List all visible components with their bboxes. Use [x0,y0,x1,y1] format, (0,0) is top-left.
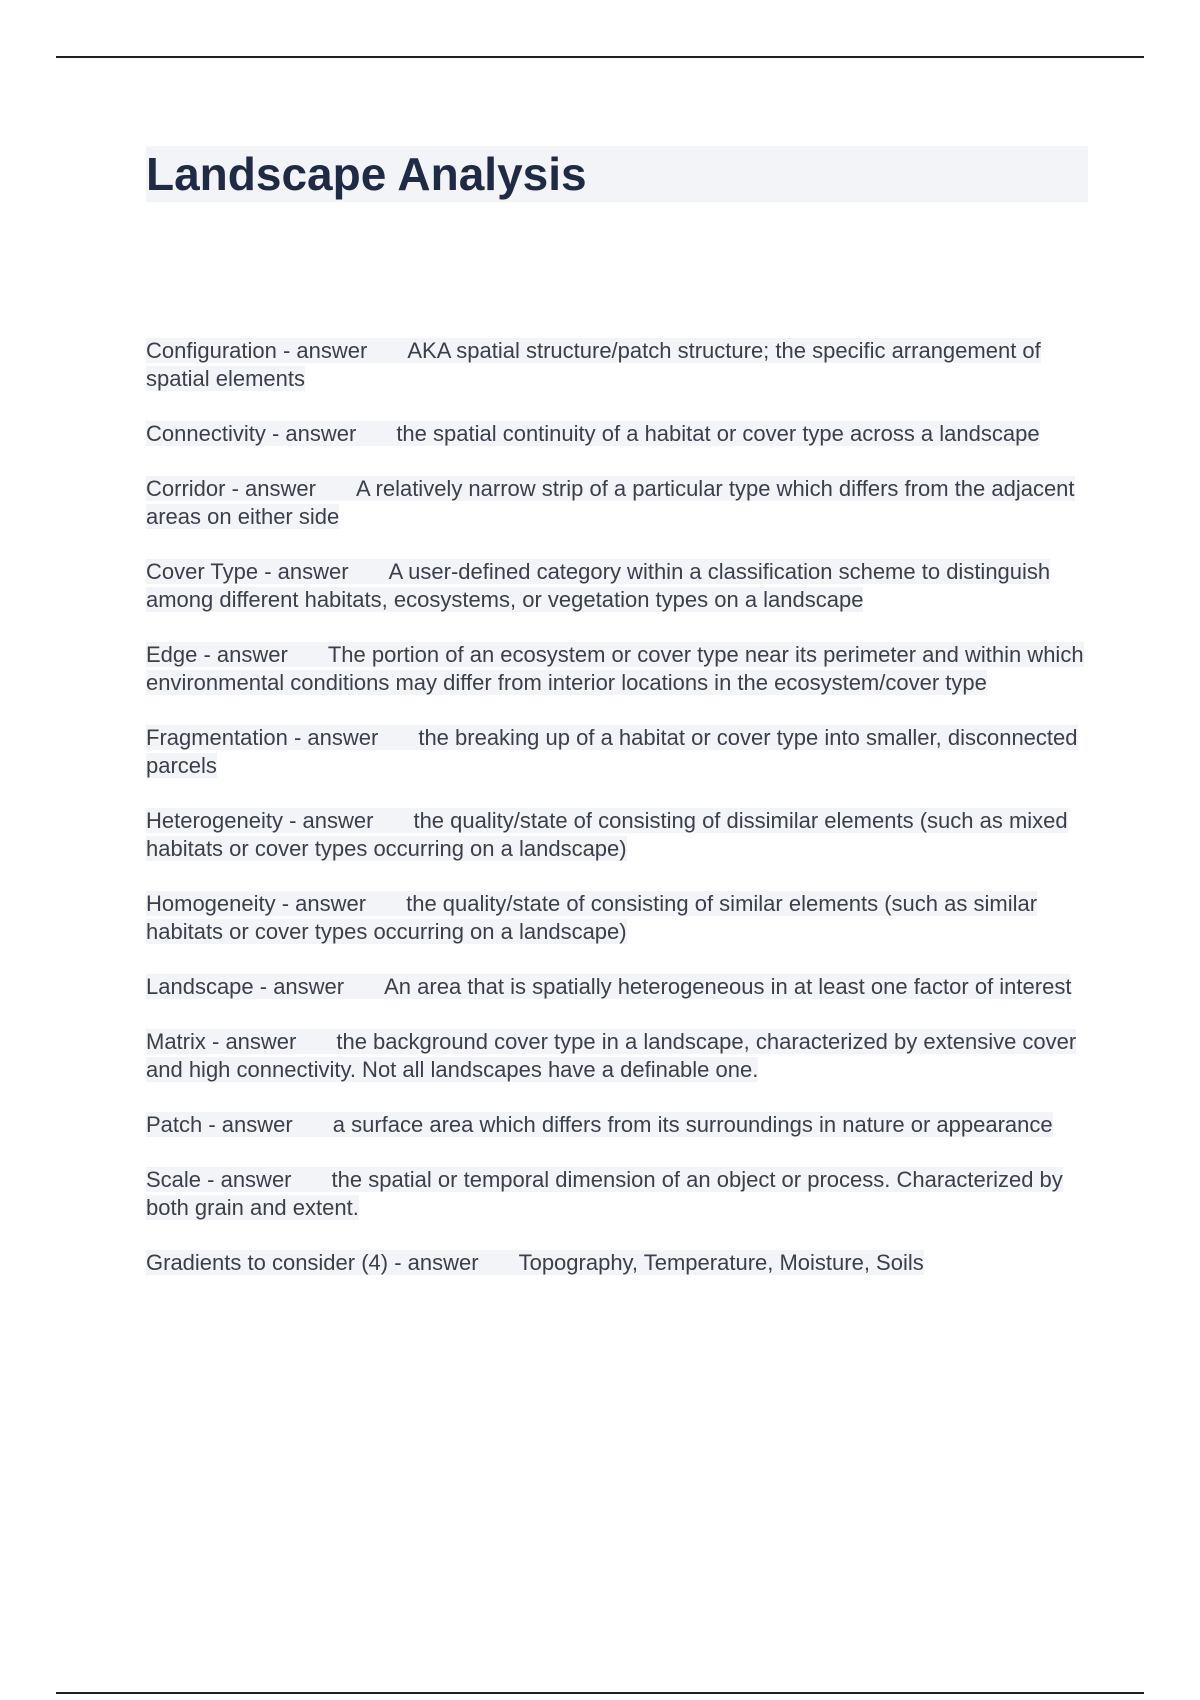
page-title: Landscape Analysis [146,148,587,200]
flashcard-entry [146,1166,1096,1222]
entry-term: Patch - answer [146,1112,293,1137]
entry-term: Matrix - answer [146,1029,297,1054]
entry-definition: the quality/state of consisting of similar elements (such as similar habitats or cover types occurring on a landscape) [146,891,1038,944]
entry-term: Heterogeneity - answer [146,808,374,833]
bottom-rule [56,1692,1144,1694]
entry-term: Fragmentation - answer [146,725,379,750]
entry-definition: A relatively narrow strip of a particular type which differs from the adjacent areas on either side [146,476,1075,529]
entry-term: Edge - answer [146,642,288,667]
entry-term: Cover Type - answer [146,559,349,584]
entry-definition: the spatial or temporal dimension of an object or process. Characterized by both grain and extent. [146,1167,1063,1220]
entry-term: Homogeneity - answer [146,891,367,916]
entry-definition: A user-defined category within a classification scheme to distinguish among different habitats, ecosystems, or vegetation types on a landscape [146,559,1051,612]
entry-term: Gradients to consider (4) - answer [146,1250,479,1275]
flashcard-entry [146,973,1096,1001]
flashcard-entry [146,1111,1096,1139]
entry-term: Configuration - answer [146,338,368,363]
entry-definition: Topography, Temperature, Moisture, Soils [518,1250,924,1275]
flashcard-entry [146,724,1096,780]
flashcard-entry [146,807,1096,863]
flashcard-entry [146,890,1096,946]
entry-term: Scale - answer [146,1167,292,1192]
flashcard-entry [146,475,1096,531]
entry-definition: AKA spatial structure/patch structure; the specific arrangement of spatial elements [146,338,1041,391]
entry-definition: the breaking up of a habitat or cover type into smaller, disconnected parcels [146,725,1078,778]
flashcard-entry [146,558,1096,614]
flashcard-entry [146,1028,1096,1084]
flashcard-entry [146,337,1096,393]
entry-definition: An area that is spatially heterogeneous in at least one factor of interest [384,974,1072,999]
flashcard-entry [146,1249,1096,1277]
flashcard-list [146,337,1096,1304]
top-rule [56,56,1144,58]
entry-term: Corridor - answer [146,476,316,501]
entry-definition: the background cover type in a landscape, characterized by extensive cover and high connectivity. Not all landscapes have a definable one. [146,1029,1077,1082]
entry-definition: a surface area which differs from its surroundings in nature or appearance [332,1112,1053,1137]
entry-term: Connectivity - answer [146,421,357,446]
entry-definition: the spatial continuity of a habitat or cover type across a landscape [396,421,1040,446]
entry-definition: the quality/state of consisting of dissimilar elements (such as mixed habitats or cover types occurring on a landscape) [146,808,1068,861]
entry-definition: The portion of an ecosystem or cover type near its perimeter and within which environmental conditions may differ from interior locations in the ecosystem/cover type [146,642,1084,695]
entry-term: Landscape - answer [146,974,345,999]
flashcard-entry [146,641,1096,697]
flashcard-entry [146,420,1096,448]
